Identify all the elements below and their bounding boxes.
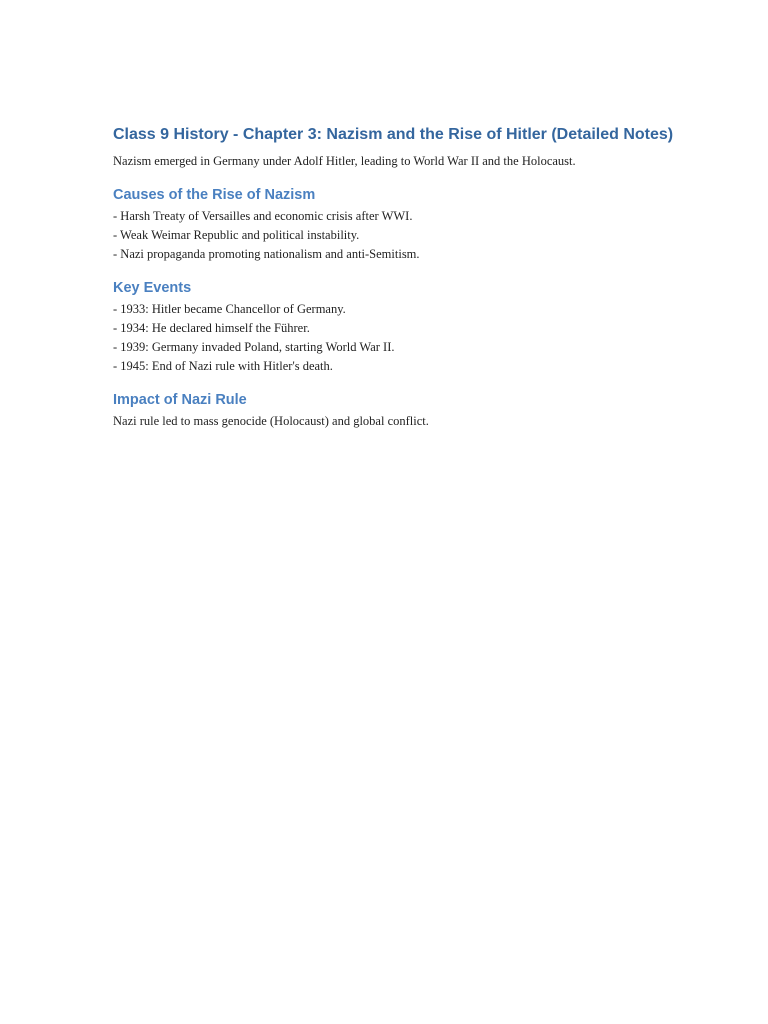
document-page — [113, 124, 733, 431]
list-item: - 1945: End of Nazi rule with Hitler's death. — [113, 359, 333, 373]
list-item: - Weak Weimar Republic and political instability. — [113, 228, 360, 242]
list-item: - 1939: Germany invaded Poland, starting World War II. — [113, 340, 395, 354]
section-causes — [113, 185, 733, 264]
section-heading: Key Events — [113, 280, 192, 296]
intro-paragraph: Nazism emerged in Germany under Adolf Hitler, leading to World War II and the Holocaust. — [113, 154, 576, 168]
section-impact — [113, 390, 733, 431]
list-item: - 1934: He declared himself the Führer. — [113, 321, 310, 335]
section-heading: Impact of Nazi Rule — [113, 392, 247, 408]
list-item: - Harsh Treaty of Versailles and economic crisis after WWI. — [113, 209, 413, 223]
page-title: Class 9 History - Chapter 3: Nazism and the Rise of Hitler (Detailed Notes) — [113, 126, 674, 143]
list-item: - 1933: Hitler became Chancellor of Germany. — [113, 302, 346, 316]
section-key-events — [113, 278, 733, 376]
section-heading: Causes of the Rise of Nazism — [113, 187, 316, 203]
list-item: - Nazi propaganda promoting nationalism and anti-Semitism. — [113, 247, 420, 261]
body-text: Nazi rule led to mass genocide (Holocaust) and global conflict. — [113, 414, 429, 428]
